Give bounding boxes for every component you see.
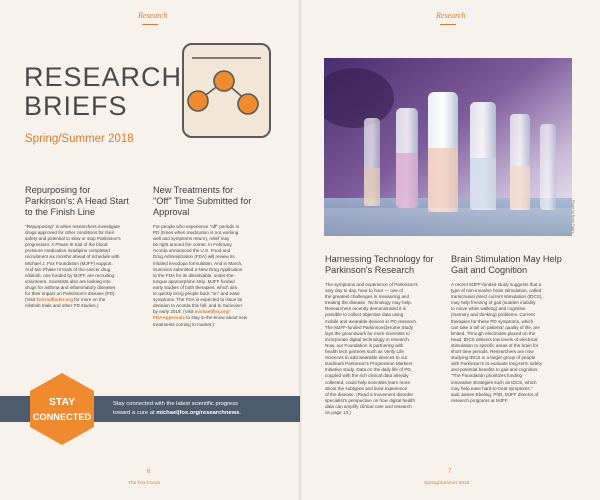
body-line: early studies of both therapies, which aim [153,284,238,290]
title-line: Approval [153,207,190,217]
page-number: 6 [147,469,151,475]
body-line: transcranial direct current stimulation (tDCS), [451,294,543,300]
body-line: studying tDCS in a larger group of people [451,355,536,361]
body-line: Sunovion submitted a New Drug Application [153,266,243,272]
body-line: type of non-invasive brain stimulation, called [451,288,542,294]
article-body-repurposing [25,224,147,309]
article-title-repurposing [25,185,145,218]
body-line: on page 14.) [325,409,351,415]
issue-subtitle: Spring/Summer 2018 [25,133,134,145]
body-line: short time periods. Researchers are now [451,349,534,355]
body-line: stimulation to specific areas of the brain for [451,342,539,348]
body-line: A recent MJFF-funded study suggests that a [451,282,542,287]
body-line: Michael J. Fox Foundation (MJFF) support. [25,260,113,266]
body-line: to quickly bring people back "on" and ease [153,291,240,297]
body-line: coupled with the rich clinical data already [325,373,409,379]
body-line: The symptoms and experience of Parkinson's [325,282,418,287]
body-line: pressure medication isradipine completed [25,248,110,254]
body-line: "Repurposing" is when researchers investigate [25,224,120,229]
body-line: specialist's perspective on how digital health [325,397,415,403]
body-line: collected, could help scientists learn more [325,379,411,385]
body-line: of the disease. (Read a movement disorder [325,391,414,397]
foxtrialfinder-link[interactable]: foxtrialfinder.org [36,297,73,303]
title-line: Parkinson's: A Head Start [25,196,129,206]
body-line: Drug Administration (FDA) will review its [153,254,235,260]
article-body-brain-stimulation [451,282,579,404]
body-line: may help ease hard-to-treat symptoms," [451,385,533,391]
article-title-technology [325,254,447,276]
title-line: Brain Stimulation May Help [451,254,562,264]
body-line: to the FDA for its dissolvable, under-the- [153,272,235,278]
body-line: tongue apomorphine strip. MJFF funded [153,278,235,284]
body-line: may help freezing of gait (sudden inability [451,300,536,306]
body-line: treating the disease. Technology may help. [325,300,412,306]
body-line: "The Foundation prioritizes funding [451,373,523,379]
page-title-line: BRIEFS [24,91,128,121]
body-line: by early 2019. (Visit michaeljfox.org/ [153,309,230,315]
body-line: well and symptoms return), relief may [153,236,230,242]
section-header-rule [440,24,456,25]
fda-approvals-link[interactable]: michaeljfox.org/ [194,309,230,315]
article-title-brain-stimulation [451,254,581,276]
body-line: the greatest challenges in measuring and [325,294,410,300]
body-line: PD (times when medication is not working [153,230,239,236]
body-line: inhaled levodopa formulation. And in March, [153,260,243,266]
body-line: recruitment six months ahead of schedule with [25,254,120,260]
footer-label: Spring/Summer 2018 [424,481,470,486]
section-header-rule [142,24,158,25]
title-line: to the Finish Line [25,207,95,217]
body-line: to move while walking) and cognitive [451,306,526,312]
body-line: For people who experience "off" periods in [153,224,240,229]
stay-connected-badge [29,372,95,446]
body-line: (Visit foxtrialfinder.org for more on the [25,297,106,303]
article-body-technology [325,282,450,416]
title-line: "Off" Time Submitted for [153,196,252,206]
title-line: Repurposing for [25,185,91,195]
body-line: and potential benefits to gait and cognition. [451,367,539,373]
body-line: incorporate digital technology in research. [325,336,411,342]
body-line: lays the groundwork for more scientists to [325,330,410,336]
body-line: decision to Acorda this fall, and to Sunovion [153,303,242,309]
title-line: Harnessing Technology for [325,254,434,264]
section-header: Research [436,11,466,20]
lab-vials-photo [324,58,572,236]
banner-text [113,400,303,417]
page-number: 7 [448,469,452,475]
page-title [24,63,182,121]
photo-credit: Photo by Rush Tigers [571,200,575,234]
body-line: said James Ebeling, PhD, MJFF director of [451,391,539,397]
footer-label: The Fox Focus [128,481,160,486]
body-line: drugs approved for other conditions for their [25,230,115,236]
body-line: FDAApprovals to stay in-the-know about new [153,315,248,321]
body-line: innovative strategies such as tDCS, which [451,379,537,385]
body-line: possible to collect objective data using [325,312,404,318]
body-line: Sciences to add wearable devices to our [325,355,408,361]
banner-line: toward a cure at michaeljfox.org/researchnews. [113,409,241,416]
body-line: drugs for asthma and inflammatory diseases [25,284,116,290]
body-line: safety and potential to slow or stop Parkinson's [25,236,121,242]
body-line: volunteers. Scientists also are looking into [25,278,111,284]
stay-label: STAY [48,396,76,408]
body-line: Researchers recently demonstrated it is [325,306,406,312]
page-title-line: RESEARCH [24,62,183,92]
body-line: Now, our Foundation is partnering with [325,342,404,348]
section-header: Research [138,11,168,20]
title-line: Parkinson's Research [325,265,415,275]
body-line: limited. Through electrodes placed on the [451,330,536,336]
body-line: progression. A Phase III trial of the blood [25,242,108,248]
banner-line: Stay connected with the latest scientific progress [113,401,239,407]
body-line: Initiative study. Data on the daily life of PD, [325,367,412,373]
body-line: health tech partners such as Verily Life [325,349,404,355]
research-network-icon [182,43,271,138]
body-line: research programs at MJFF. [451,397,509,403]
body-line: (memory and thinking) problems. Current [451,312,535,318]
body-line: data can amplify clinical care and research [325,403,412,409]
title-line: Gait and Cognition [451,265,528,275]
body-line: therapies for these PD symptoms, which [451,318,534,324]
article-body-off-time [153,224,283,328]
body-line: And two Phase III trials of the cancer drug [25,266,111,272]
title-line: New Treatments for [153,185,234,195]
research-news-link[interactable]: michaeljfox.org/researchnews [156,409,240,416]
body-line: Acorda announced the U.S. Food and [153,248,231,254]
fda-approvals-link-cont[interactable]: FDAApprovals [153,315,185,321]
body-line: head, tDCS delivers low levels of electrical [451,336,538,342]
body-line: vary day to day, hour to hour — one of [325,288,404,294]
body-line: landmark Parkinson's Progression Markers [325,361,413,367]
connected-label: CONNECTED [32,412,92,422]
article-title-off-time [153,185,283,218]
body-line: mobile and wearable devices in PD research. [325,318,418,324]
body-line: can take a toll on patients' quality of life, are [451,324,540,330]
body-line: for their impact on Parkinson's disease (PD). [25,291,116,297]
body-line: nilotinib, one funded by MJFF, are recruiting [25,272,115,278]
body-line: with Parkinson's to evaluate long-term safety [451,361,543,367]
body-line: symptoms. The FDA is expected to issue its [153,297,243,303]
body-line: be right around the corner. In February, [153,242,233,248]
body-line: treatments coming to market.) [153,321,215,327]
body-line: about the subtypes and lived experience [325,385,408,391]
body-line: nilotinib trials and other PD studies.) [25,303,99,309]
body-line: The MJFF-funded Parkinson@Home Study [325,324,414,330]
